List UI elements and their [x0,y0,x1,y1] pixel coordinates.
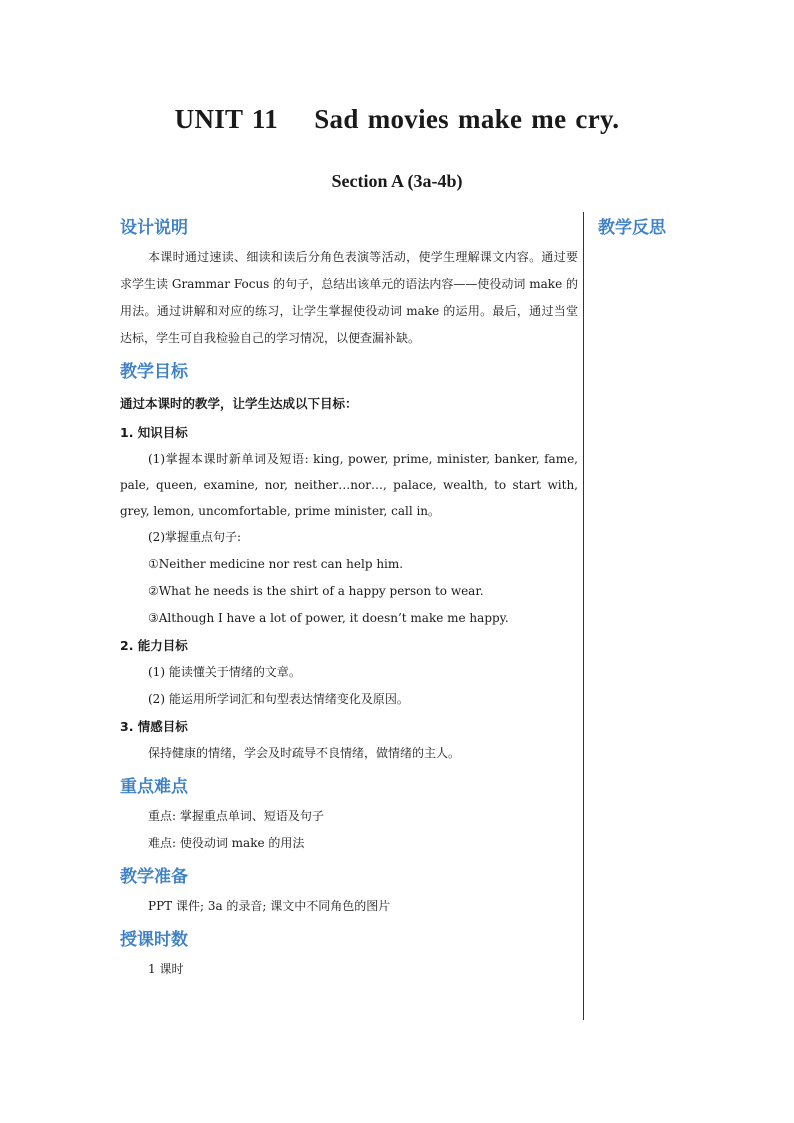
key-sentence: ①Neither medicine nor rest can help him. [148,557,404,571]
emotion-goal-title: 3. 情感目标 [120,719,188,734]
objectives-section [120,356,578,767]
hours-section [120,924,578,983]
preparation-heading: 教学准备 [120,867,188,887]
section-subtitle: Section A (3a-4b) [331,171,463,191]
design-section [120,212,578,352]
key-sentence: ②What he needs is the shirt of a happy person to wear. [148,584,484,598]
key-sentence: ③Although I have a lot of power, it doesn’t make me happy. [148,611,509,625]
page-title: UNIT 11 Sad movies make me cry. [174,104,620,134]
hours-text: 1 课时 [148,962,184,976]
objectives-heading: 教学目标 [120,362,188,382]
reflection-heading: 教学反思 [598,218,666,238]
emotion-goal-text: 保持健康的情绪，学会及时疏导不良情绪，做情绪的主人。 [148,746,461,760]
knowledge-goal-title: 1. 知识目标 [120,425,188,440]
ability-item: (2) 能运用所学词汇和句型表达情绪变化及原因。 [148,692,409,706]
knowledge-sentences-label: (2)掌握重点句子: [148,530,242,544]
key-points-heading: 重点难点 [120,777,188,797]
hours-heading: 授课时数 [120,930,188,950]
design-heading: 设计说明 [120,218,188,238]
ability-item: (1) 能读懂关于情绪的文章。 [148,665,301,679]
knowledge-vocab: (1)掌握本课时新单词及短语: king, power, prime, minister, banker, fame, pale, queen, examine, nor, neither…nor…, palace, wealth, to start with, grey, lemon, uncomfortable, prime minister, call in。 [120,452,578,518]
main-column [120,212,578,983]
preparation-section [120,861,578,920]
design-text: 本课时通过速读、细读和读后分角色表演等活动，使学生理解课文内容。通过要求学生读 Grammar Focus 的句子，总结出该单元的语法内容——使役动词 make 的用法。通过讲解和对应的练习，让学生掌握使役动词 make 的运用。最后，通过当堂达标，学生可自我检验自己的学习情况，以便查漏补缺。 [120,250,578,345]
key-points-section [120,771,578,857]
key-points-difficulty: 难点: 使役动词 make 的用法 [148,836,305,850]
key-points-focus: 重点: 掌握重点单词、短语及句子 [148,809,324,823]
column-divider [583,212,584,1020]
ability-goal-title: 2. 能力目标 [120,638,188,653]
objectives-intro: 通过本课时的教学，让学生达成以下目标： [120,396,358,411]
reflection-column [598,212,718,244]
preparation-text: PPT 课件; 3a 的录音; 课文中不同角色的图片 [148,899,391,913]
